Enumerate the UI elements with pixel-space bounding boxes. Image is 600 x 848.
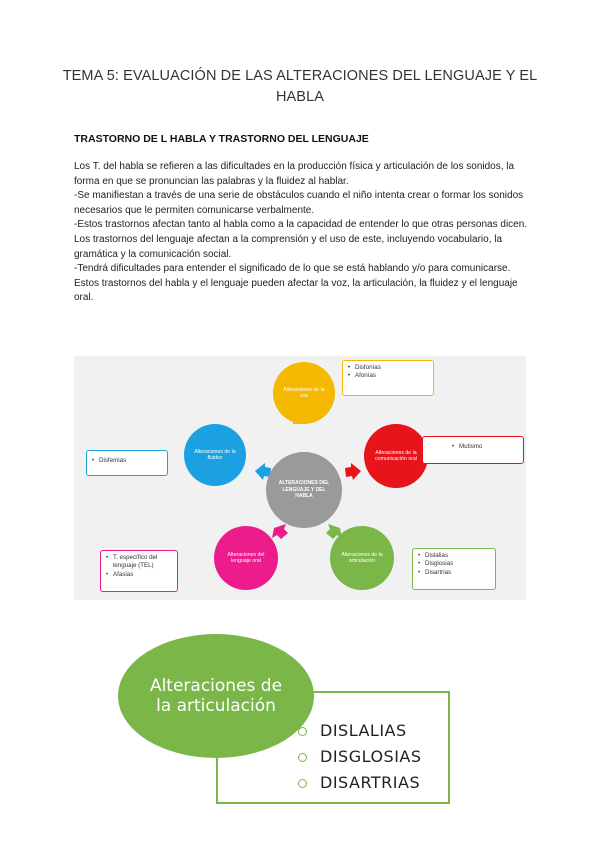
paragraph: Los T. del habla se refieren a las dificultades en la producción física y articulación de los sonidos, la forma en que se pronuncian las palabras y la fluidez al hablar. bbox=[74, 161, 515, 187]
callout-item: • Afasias bbox=[113, 571, 173, 579]
articulation-diagram bbox=[118, 628, 448, 808]
list-item bbox=[298, 744, 422, 770]
list-item-label: DISLALIAS bbox=[320, 721, 407, 740]
section-subheading: TRASTORNO DE L HABLA Y TRASTORNO DEL LENGUAJE bbox=[74, 133, 369, 145]
node-voz-label: Alteraciones de la voz bbox=[283, 386, 325, 399]
node-voz bbox=[273, 362, 335, 424]
circle-bullet-icon bbox=[298, 727, 307, 736]
callout-voz bbox=[342, 360, 434, 396]
body-text bbox=[74, 160, 534, 306]
node-fluidez-label: Alteraciones de la fluidez bbox=[194, 448, 236, 461]
callout-item: • Disfemias bbox=[99, 457, 163, 465]
callout-fluidez bbox=[86, 450, 168, 476]
list-item-label: DISGLOSIAS bbox=[320, 747, 422, 766]
document-title: TEMA 5: EVALUACIÓN DE LAS ALTERACIONES DEL LENGUAJE Y EL HABLA bbox=[62, 68, 538, 105]
callout-item: • Disglosias bbox=[425, 560, 491, 568]
circle-bullet-icon bbox=[298, 779, 307, 788]
callout-articulacion bbox=[412, 548, 496, 590]
callout-item: • Mutismo bbox=[459, 443, 519, 451]
node-fluidez bbox=[184, 424, 246, 486]
callout-item: • T. específico del lenguaje (TEL) bbox=[113, 554, 173, 571]
arrow-right-icon bbox=[345, 463, 361, 480]
arrow-down-left-icon bbox=[272, 524, 288, 539]
paragraph: -Estos trastornos afectan tanto al habla como a la capacidad de entender lo que otras personas dicen. bbox=[74, 219, 528, 231]
node-lenguaje-oral-label: Alteraciones del lenguaje oral bbox=[227, 551, 265, 564]
node-lenguaje-oral bbox=[214, 526, 278, 590]
paragraph: Estos trastornos del habla y el lenguaje pueden afectar la voz, la articulación, la fluidez y el lenguaje oral. bbox=[74, 277, 518, 304]
callout-lenguaje-oral bbox=[100, 550, 178, 592]
node-articulacion-label: Alteraciones de la articulación bbox=[341, 551, 383, 564]
callout-item: • Disfonías bbox=[355, 364, 429, 372]
node-comunicacion-label: Alteraciones de la comunicación oral bbox=[375, 449, 417, 462]
paragraph: Los trastornos del lenguaje afectan a la comprensión y el uso de este, incluyendo vocabulario, la gramática y la comunicación social. bbox=[74, 233, 503, 260]
callout-comunicacion bbox=[422, 436, 524, 464]
list-item bbox=[298, 718, 422, 744]
radial-diagram bbox=[74, 356, 526, 600]
node-comunicacion-oral bbox=[364, 424, 428, 488]
callout-item: • Afonías bbox=[355, 372, 429, 380]
list-item bbox=[298, 770, 422, 796]
paragraph: -Tendrá dificultades para entender el significado de lo que se está hablando y/o para comunicarse. bbox=[74, 263, 511, 275]
articulation-circle-label: Alteraciones de la articulación bbox=[149, 676, 283, 716]
center-node-label: ALTERACIONES DEL LENGUAJE Y DEL HABLA bbox=[278, 480, 330, 500]
callout-item: • Dislalias bbox=[425, 552, 491, 560]
list-item-label: DISARTRIAS bbox=[320, 773, 421, 792]
articulation-circle bbox=[118, 634, 314, 758]
paragraph: -Se manifiestan a través de una serie de obstáculos cuando el niño intenta crear o formar los sonidos necesarios que le permiten comunicarse verbalmente. bbox=[74, 190, 524, 216]
articulation-list bbox=[298, 718, 422, 796]
node-articulacion bbox=[330, 526, 394, 590]
center-node bbox=[266, 452, 342, 528]
circle-bullet-icon bbox=[298, 753, 307, 762]
callout-item: • Disartrias bbox=[425, 569, 491, 577]
